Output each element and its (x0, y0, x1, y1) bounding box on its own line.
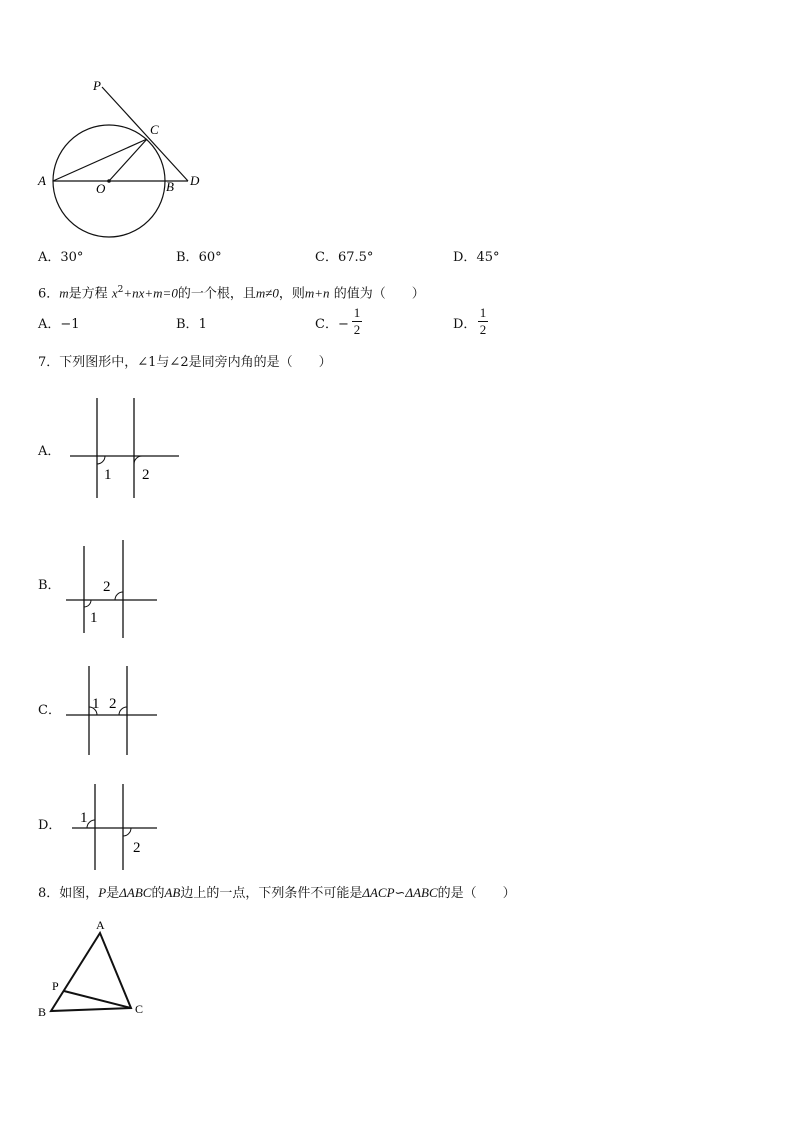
option-text: 67.5° (337, 250, 374, 265)
label-c: C (150, 122, 159, 137)
option-letter: D． (453, 317, 477, 332)
q6-option-a[interactable] (38, 317, 80, 333)
angle-label-2: 2 (109, 696, 117, 712)
q5-option-d[interactable] (453, 250, 499, 266)
q7-figure-d (60, 778, 170, 878)
option-letter: A． (38, 317, 61, 332)
label-b: B (166, 179, 174, 194)
option-sign: − (337, 317, 349, 332)
angle-arc-2 (119, 707, 127, 715)
label-p: P (52, 979, 59, 993)
option-letter: C． (315, 317, 338, 332)
angle-arc-1 (87, 820, 95, 828)
angle-arc-2 (115, 592, 123, 600)
q5-option-b[interactable] (176, 250, 222, 266)
option-text: 45° (476, 250, 500, 265)
q8-stem: 8．如图，P是ΔABC的AB边上的一点，下列条件不可能是ΔACP∽ΔABC的是（ ） (38, 885, 516, 901)
q7-figure-c (60, 663, 170, 763)
label-o: O (96, 181, 106, 196)
angle-label-1: 1 (104, 467, 112, 483)
q6-option-d-fraction (478, 306, 488, 337)
q7-option-c[interactable]: C． (38, 703, 61, 718)
angle-label-2: 2 (133, 840, 141, 856)
q6-option-b[interactable] (176, 317, 207, 333)
q6-stem: 6．m是方程 $x^2+nx+m=0$的一个根，且m≠0，则m+n 的值为（ ） (38, 285, 425, 302)
q6-option-c[interactable] (315, 317, 349, 333)
q7-figure-a (60, 395, 190, 505)
q6-option-c-fraction (352, 306, 362, 337)
q7-figure-b (60, 538, 170, 643)
q5-option-c[interactable] (315, 250, 373, 266)
option-letter: A． (38, 250, 61, 265)
radius-oc (109, 139, 147, 181)
q7-stem: 7．下列图形中，∠1与∠2是同旁内角的是（ ） (38, 355, 332, 370)
option-text: 1 (198, 317, 207, 332)
angle-label-2: 2 (103, 579, 111, 595)
q5-circle-figure (30, 75, 220, 245)
label-c: C (135, 1002, 144, 1016)
angle-arc-1 (97, 456, 105, 464)
label-b: B (38, 1005, 47, 1019)
option-letter: B． (176, 250, 199, 265)
q7-option-b[interactable]: B． (38, 578, 61, 593)
q7-option-a[interactable]: A． (38, 444, 61, 459)
angle-arc-2 (134, 456, 142, 464)
angle-label-1: 1 (92, 696, 100, 712)
option-text: −1 (60, 317, 80, 332)
q5-option-a[interactable] (38, 250, 83, 266)
numerator: 1 (353, 305, 361, 320)
chord-ac (53, 139, 147, 181)
triangle-abc (51, 933, 131, 1011)
angle-arc-1 (84, 600, 91, 607)
denominator: 2 (353, 322, 361, 337)
center-dot (107, 179, 111, 183)
option-text: 30° (60, 250, 84, 265)
q8-triangle-figure (30, 915, 160, 1025)
q7-option-d[interactable]: D． (38, 818, 62, 833)
option-letter: C． (315, 250, 338, 265)
label-a: A (96, 918, 105, 932)
denominator: 2 (479, 322, 487, 337)
angle-label-2: 2 (142, 467, 150, 483)
q6-option-d[interactable] (453, 317, 476, 333)
segment-pc (64, 991, 131, 1008)
option-text: 60° (198, 250, 222, 265)
angle-label-1: 1 (80, 810, 88, 826)
label-a: A (38, 173, 46, 188)
tangent-pd (102, 87, 188, 181)
angle-arc-2 (123, 828, 131, 836)
numerator: 1 (479, 305, 487, 320)
option-letter: D． (453, 250, 477, 265)
option-letter: B． (176, 317, 199, 332)
angle-label-1: 1 (90, 610, 98, 626)
label-p: P (93, 78, 101, 93)
label-d: D (190, 173, 200, 188)
